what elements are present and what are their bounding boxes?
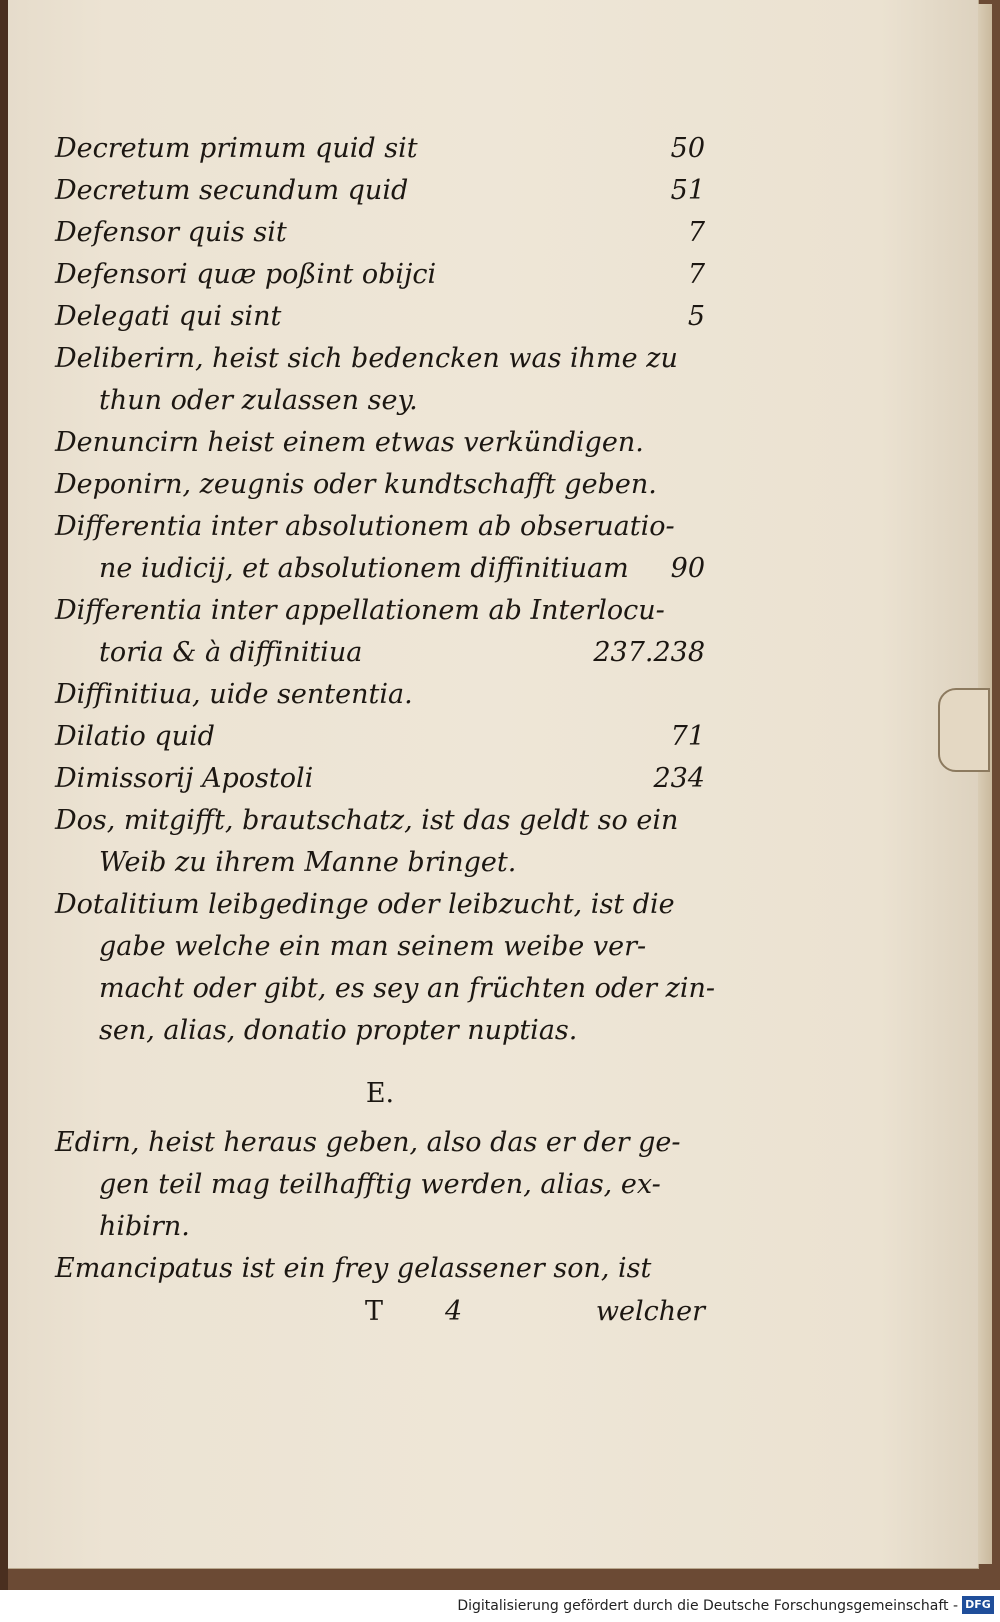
entry-line (55, 716, 705, 758)
index-entry (55, 1122, 705, 1248)
entry-text: Dilatio quid (55, 721, 215, 752)
entry-line (55, 296, 705, 338)
page-reference: 5 (687, 301, 705, 332)
entries-e-list (55, 1122, 705, 1290)
entry-line (55, 464, 705, 506)
entry-text: macht oder gibt, es sey an früchten oder zin- (99, 973, 716, 1004)
entry-line (55, 1010, 705, 1052)
index-entry (55, 590, 705, 674)
index-entry (55, 254, 705, 296)
entry-line (55, 590, 705, 632)
dfg-logo: DFG (962, 1596, 994, 1614)
catchword: welcher (595, 1296, 705, 1327)
footer-text: Digitalisierung gefördert durch die Deutsche Forschungsgemeinschaft - (457, 1598, 958, 1614)
index-entry (55, 338, 705, 422)
index-entry (55, 506, 705, 590)
index-entry (55, 884, 716, 1052)
index-entry (55, 674, 705, 716)
entry-line (55, 380, 705, 422)
index-entry (55, 296, 705, 338)
entry-line (55, 338, 705, 380)
entry-line (55, 926, 705, 968)
book-cover-edge (0, 0, 8, 1590)
entry-text: Defensori quæ poßint obijci (55, 259, 437, 290)
entry-line (55, 968, 716, 1010)
entry-line (55, 212, 705, 254)
page-reference: 7 (687, 259, 705, 290)
entry-text: Dos, mitgifft, brautschatz, ist das geldt so ein (55, 805, 679, 836)
index-text (55, 128, 716, 1334)
entry-text: Dimissorij Apostoli (55, 763, 314, 794)
entry-line (55, 548, 705, 590)
entry-line (55, 1164, 705, 1206)
entry-line (55, 1122, 705, 1164)
entry-line (55, 1206, 705, 1248)
entry-line (55, 758, 705, 800)
entry-text: Differentia inter absolutionem ab obseruatio- (55, 511, 675, 542)
index-entry (55, 422, 705, 464)
page-reference: 51 (670, 175, 705, 206)
entry-text: gabe welche ein man seinem weibe ver- (99, 931, 647, 962)
entry-text: sen, alias, donatio propter nuptias. (99, 1015, 578, 1046)
entry-text: toria & à diffinitiua (99, 637, 363, 668)
index-entry (55, 716, 705, 758)
entry-line (55, 422, 705, 464)
page-reference: 71 (670, 721, 705, 752)
entry-text: Edirn, heist heraus geben, also das er der ge- (55, 1127, 681, 1158)
index-entry (55, 128, 705, 170)
entry-text: Decretum primum quid sit (55, 133, 418, 164)
digitization-footer (0, 1590, 1000, 1622)
index-entry (55, 800, 705, 884)
entry-line (55, 884, 705, 926)
entry-text: Deliberirn, heist sich bedencken was ihme zu (55, 343, 678, 374)
page-footer-line (55, 1290, 705, 1334)
entry-text: Weib zu ihrem Manne bringet. (99, 847, 517, 878)
entry-line (55, 254, 705, 296)
entry-text: ne iudicij, et absolutionem diffinitiuam (99, 553, 629, 584)
index-entry (55, 758, 705, 800)
entry-text: Dotalitium leibgedinge oder leibzucht, ist die (55, 889, 675, 920)
index-entry (55, 1248, 705, 1290)
entry-text: Decretum secundum quid (55, 175, 409, 206)
page-reference: 7 (687, 217, 705, 248)
entry-line (55, 1248, 705, 1290)
entry-line (55, 506, 705, 548)
index-entry (55, 464, 705, 506)
index-entry (55, 212, 705, 254)
entries-d-list (55, 128, 716, 1052)
signature-mark: T (365, 1296, 384, 1327)
page-reference: 234 (653, 763, 705, 794)
index-entry (55, 170, 705, 212)
signature-number: 4 (445, 1296, 463, 1327)
entry-text: Diffinitiua, uide sententia. (55, 679, 413, 710)
page-tab-marker (938, 688, 990, 772)
entry-line (55, 842, 705, 884)
entry-text: thun oder zulassen sey. (99, 385, 418, 416)
entry-text: hibirn. (99, 1211, 190, 1242)
entry-text: Differentia inter appellationem ab Interlocu- (55, 595, 665, 626)
entry-line (55, 800, 705, 842)
entry-line (55, 632, 705, 674)
page-edge (978, 4, 992, 1564)
page-reference: 50 (670, 133, 705, 164)
entry-line (55, 128, 705, 170)
entry-text: Delegati qui sint (55, 301, 282, 332)
entry-text: gen teil mag teilhafftig werden, alias, ex- (99, 1169, 661, 1200)
entry-text: Deponirn, zeugnis oder kundtschafft geben. (55, 469, 657, 500)
section-heading: E. (365, 1078, 395, 1109)
page-reference: 90 (670, 553, 705, 584)
entry-text: Emancipatus ist ein frey gelassener son, ist (55, 1253, 652, 1284)
entry-line (55, 674, 705, 716)
page-reference: 237.238 (593, 637, 705, 668)
entry-text: Defensor quis sit (55, 217, 287, 248)
entry-text: Denuncirn heist einem etwas verkündigen. (55, 427, 644, 458)
entry-line (55, 170, 705, 212)
